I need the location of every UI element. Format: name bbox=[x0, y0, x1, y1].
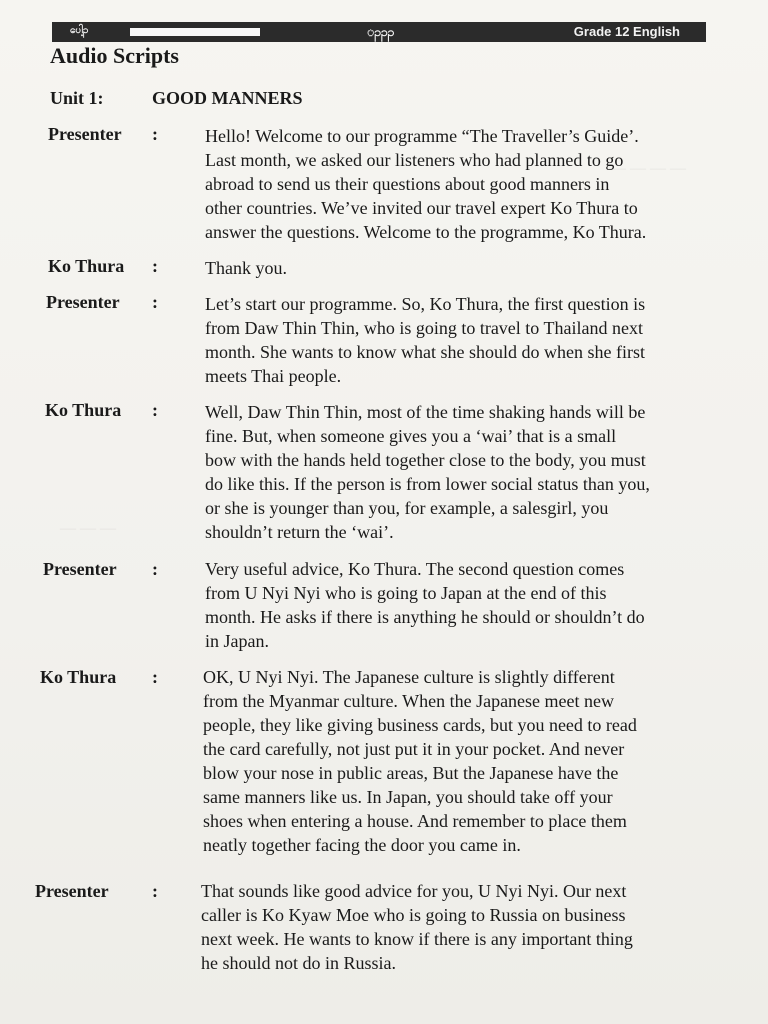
speaker-colon: : bbox=[152, 881, 158, 901]
speaker-name: Presenter bbox=[46, 292, 120, 312]
speaker-name: Ko Thura bbox=[40, 667, 117, 687]
page-header-bar bbox=[52, 22, 706, 42]
speech-text: Let’s start our programme. So, Ko Thura, the first question is from Daw Thin Thin, who is going to travel to Thailand next month. She wants to know what she should do when she first meets Thai people. bbox=[205, 294, 646, 386]
show-through-texture: — — — bbox=[60, 520, 116, 537]
speaker-colon: : bbox=[152, 292, 158, 312]
speaker-name: Ko Thura bbox=[45, 400, 122, 420]
speaker-colon: : bbox=[152, 400, 158, 420]
show-through-texture: — — — — bbox=[610, 160, 686, 177]
speech-text: Very useful advice, Ko Thura. The second question comes from U Nyi Nyi who is going to Japan at the end of this month. He asks if there is anything he should or shouldn’t do in Japan. bbox=[205, 559, 645, 651]
speaker-colon: : bbox=[152, 559, 158, 579]
header-grade-label: Grade 12 English bbox=[573, 24, 680, 39]
speech-text: Well, Daw Thin Thin, most of the time shaking hands will be fine. But, when someone gives you a ‘wai’ that is a small bow with the hands held together close to the body, you must do like this. If the person is from lower social status than you, or she is younger than you, for example, a salesgirl, you shouldn’t return the ‘wai’. bbox=[205, 402, 650, 542]
speech-text: Hello! Welcome to our programme “The Traveller’s Guide’. Last month, we asked our listeners who had planned to go abroad to send us their questions about good manners in other countries. We’ve invited our travel expert Ko Thura to answer the questions. Welcome to the programme, Ko Thura. bbox=[205, 126, 647, 242]
speaker-name: Presenter bbox=[43, 559, 117, 579]
speaker-name: Presenter bbox=[35, 881, 109, 901]
speaker-name: Ko Thura bbox=[48, 256, 125, 276]
speaker-colon: : bbox=[152, 667, 158, 687]
speaker-colon: : bbox=[152, 124, 158, 144]
unit-title: GOOD MANNERS bbox=[152, 88, 303, 108]
speech-text: That sounds like good advice for you, U Nyi Nyi. Our next caller is Ko Kyaw Moe who is going to Russia on business next week. He wants to know if there is any important thing he should not do in Russia. bbox=[201, 881, 633, 973]
speech-text: Thank you. bbox=[205, 258, 287, 278]
speech-text: OK, U Nyi Nyi. The Japanese culture is slightly different from the Myanmar culture. When the Japanese meet new people, they like giving business cards, but you need to read the card carefully, not just put it in your pocket. And never blow your nose in public areas, But the Japanese have the same manners like us. In Japan, you should take off your shoes when entering a house. And remember to place them neatly together facing the door you came in. bbox=[203, 667, 637, 855]
header-page-number: ၣၣၣ bbox=[367, 25, 395, 39]
speaker-name: Presenter bbox=[48, 124, 122, 144]
speaker-colon: : bbox=[152, 256, 158, 276]
unit-label: Unit 1: bbox=[50, 88, 104, 108]
section-title: Audio Scripts bbox=[50, 43, 179, 68]
header-strip bbox=[130, 28, 260, 36]
header-left-text: ပေါ့ၣ bbox=[70, 25, 90, 36]
